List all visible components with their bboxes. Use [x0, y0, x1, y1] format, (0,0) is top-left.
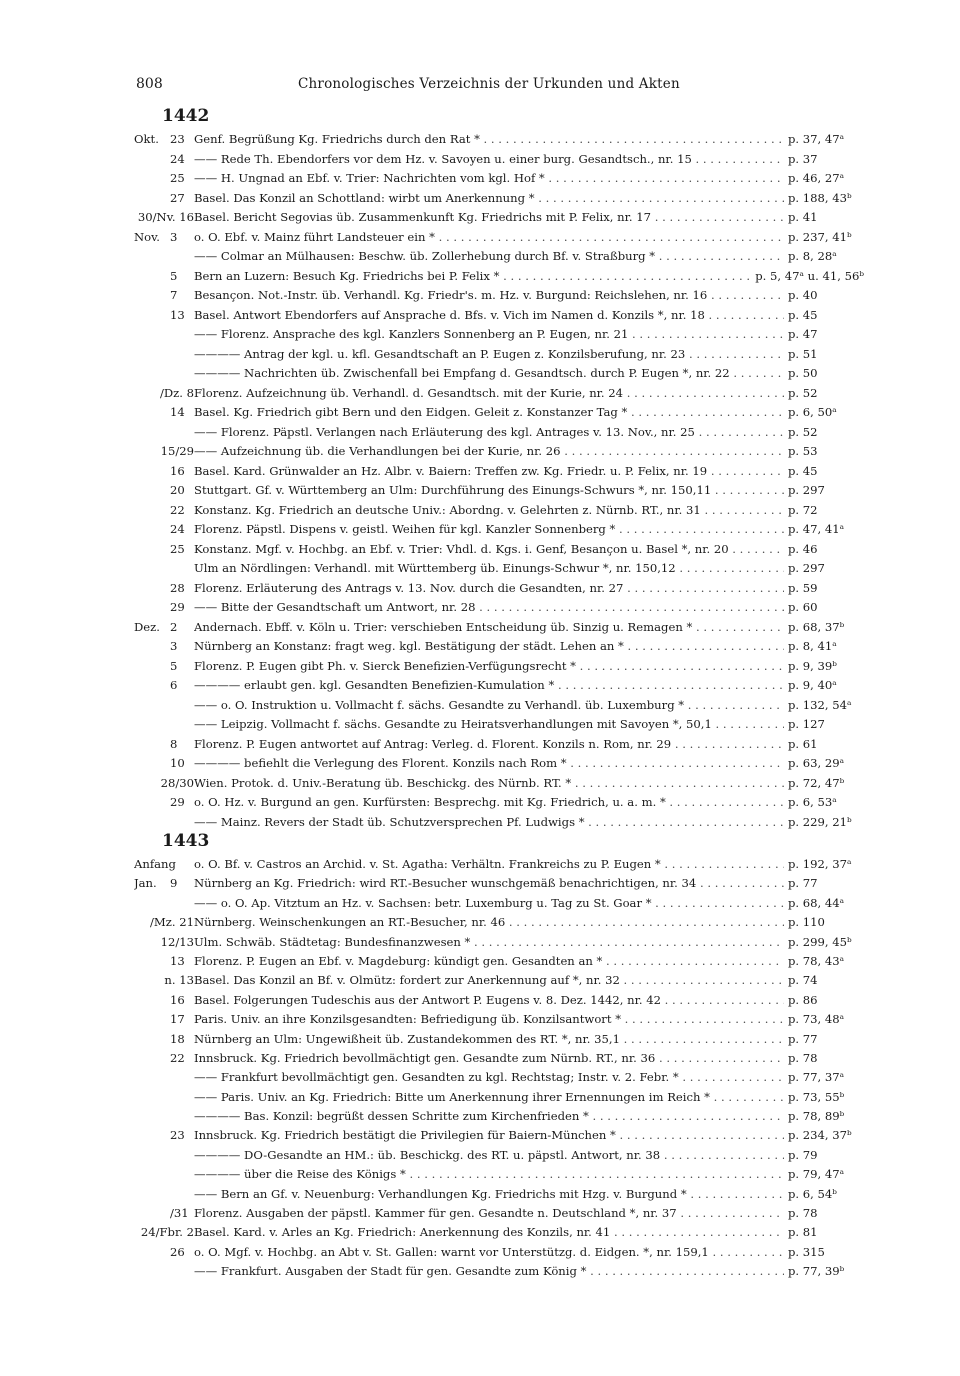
list-item — [134, 876, 864, 895]
entry-day: 28/30 — [160, 775, 194, 790]
entry-page-ref: p. 52 — [788, 424, 818, 439]
entry-page-ref: p. 78 — [788, 1050, 818, 1065]
page-number: 808 — [136, 76, 163, 92]
list-item — [134, 132, 864, 152]
entry-text: Stuttgart. Gf. v. Württemberg an Ulm: Durchführung des Einungs-Schwurs *, nr. 150,11 . . . — [194, 483, 784, 497]
entry-page-ref: p. 6, 54ᵇ — [788, 1186, 837, 1201]
entry-month: Nov. — [134, 229, 160, 244]
entry-text: ———— erlaubt gen. kgl. Gesandten Benefizien-Kumulation * . . . — [194, 678, 784, 692]
entry-text: Genf. Begrüßung Kg. Friedrichs durch den Rat * . . . — [194, 132, 784, 146]
list-item — [134, 993, 864, 1012]
entry-text: ———— Bas. Konzil: begrüßt dessen Schritte zum Kirchenfrieden * . . . — [194, 1109, 784, 1123]
entry-date — [134, 776, 194, 790]
entry-page-ref: p. 72, 47ᵇ — [788, 775, 845, 790]
entry-date — [134, 659, 194, 673]
entry-date — [134, 1206, 194, 1220]
entry-page-ref: p. 299, 45ᵇ — [788, 934, 852, 949]
entry-text: —— Paris. Univ. an Kg. Friedrich: Bitte um Anerkennung ihrer Ernennungen im Reich * . . . — [194, 1090, 784, 1104]
list-item — [134, 152, 864, 172]
entry-day: 24 — [170, 151, 185, 166]
list-item — [134, 954, 864, 973]
entry-day: 12/13 — [160, 934, 194, 949]
entry-date — [134, 503, 194, 517]
entry-date — [134, 600, 194, 614]
entry-page-ref: p. 86 — [788, 992, 818, 1007]
entry-text: Florenz. P. Eugen gibt Ph. v. Sierck Benefizien-Verfügungsrecht * . . . — [194, 659, 784, 673]
list-item — [134, 776, 864, 796]
entry-text: —— Frankfurt bevollmächtigt gen. Gesandten zu kgl. Rechtstag; Instr. v. 2. Febr. * . . . — [194, 1070, 784, 1084]
list-item — [134, 1245, 864, 1264]
entry-text: ———— über die Reise des Königs * . . . — [194, 1167, 784, 1181]
entry-text: Ulm an Nördlingen: Verhandl. mit Württemberg üb. Einungs-Schwur *, nr. 150,12 . . . — [194, 561, 784, 575]
entry-page-ref: p. 47 — [788, 327, 818, 341]
list-item — [134, 1264, 864, 1283]
entry-page-ref: p. 52 — [788, 385, 818, 400]
entry-date — [134, 405, 194, 419]
entry-day: 23 — [170, 1128, 185, 1143]
entry-text: Innsbruck. Kg. Friedrich bestätigt die Privilegien für Baiern-München * . . . — [194, 1128, 784, 1142]
running-title: Chronologisches Verzeichnis der Urkunden und Akten — [298, 76, 680, 92]
entry-page-ref: p. 40 — [788, 288, 818, 302]
entry-text: Florenz. Aufzeichnung üb. Verhandl. d. Gesandtsch. mit der Kurie, nr. 24 . . . — [194, 386, 784, 400]
entry-day: 14 — [170, 405, 185, 419]
list-item — [134, 522, 864, 542]
entry-date — [134, 639, 194, 653]
entry-day: 5 — [170, 658, 178, 673]
entry-date — [134, 210, 194, 224]
entry-date — [134, 620, 194, 634]
entries-1442 — [134, 132, 864, 834]
list-item — [134, 600, 864, 620]
entry-page-ref: p. 5, 47ᵃ u. 41, 56ᵇ — [755, 268, 864, 283]
entry-day: 7 — [170, 288, 178, 302]
entry-page-ref: p. 315 — [788, 1244, 825, 1259]
entry-page-ref: p. 110 — [788, 915, 825, 930]
list-item — [134, 815, 864, 835]
list-item — [134, 896, 864, 915]
entry-text: Paris. Univ. an ihre Konzilsgesandten: Befriedigung üb. Konzilsantwort * . . . — [194, 1012, 784, 1026]
entry-page-ref: p. 77, 37ᵃ — [788, 1070, 845, 1085]
list-item — [134, 347, 864, 367]
entry-page-ref: p. 297 — [788, 483, 825, 497]
entry-text: Basel. Das Konzil an Schottland: wirbt um Anerkennung * . . . — [194, 191, 784, 205]
entry-date — [134, 444, 194, 458]
list-item — [134, 1128, 864, 1147]
entry-date — [134, 230, 194, 244]
entry-date — [134, 737, 194, 751]
entry-date — [134, 1032, 194, 1046]
entry-text: Ulm. Schwäb. Städtetag: Bundesfinanzwesen * . . . — [194, 935, 784, 949]
entry-text: Basel. Folgerungen Tudeschis aus der Antwort P. Eugens v. 8. Dez. 1442, nr. 42 . . . — [194, 993, 784, 1007]
entry-day: 25 — [170, 541, 185, 556]
list-item — [134, 1225, 864, 1244]
entry-text: Florenz. Ausgaben der päpstl. Kammer für gen. Gesandte n. Deutschland *, nr. 37 . . . — [194, 1206, 784, 1220]
list-item — [134, 464, 864, 484]
list-item — [134, 659, 864, 679]
entry-text: Andernach. Ebff. v. Köln u. Trier: verschieben Entscheidung üb. Sinzig u. Remagen * . . . — [194, 620, 784, 634]
entry-day: 13 — [170, 953, 185, 968]
entry-text: Basel. Antwort Ebendorfers auf Ansprache d. Bfs. v. Vich im Namen d. Konzils *, nr. 18 . . . — [194, 308, 784, 322]
entry-text: Basel. Kard. Grünwalder an Hz. Albr. v. Baiern: Treffen zw. Kg. Friedr. u. P. Felix, nr. 19 . . . — [194, 464, 784, 478]
entry-text: —— Bitte der Gesandtschaft um Antwort, nr. 28 . . . — [194, 600, 784, 614]
entry-text: Nürnberg an Kg. Friedrich: wird RT.-Besucher wunschgemäß benachrichtigen, nr. 34 . . . — [194, 876, 784, 890]
entry-page-ref: p. 9, 39ᵇ — [788, 658, 837, 673]
entry-day: 5 — [170, 268, 178, 283]
entry-text: Basel. Das Konzil an Bf. v. Olmütz: fordert zur Anerkennung auf *, nr. 32 . . . — [194, 973, 784, 987]
list-item — [134, 1090, 864, 1109]
entry-month: Jan. — [134, 876, 157, 891]
entry-text: —— Rede Th. Ebendorfers vor dem Hz. v. Savoyen u. einer burg. Gesandtsch., nr. 15 . . . — [194, 152, 784, 166]
entry-date — [134, 191, 194, 205]
list-item — [134, 620, 864, 640]
list-item — [134, 405, 864, 425]
entry-page-ref: p. 297 — [788, 561, 825, 575]
entry-date — [134, 876, 194, 890]
entry-page-ref: p. 77 — [788, 1031, 818, 1046]
list-item — [134, 1032, 864, 1051]
entry-date — [134, 935, 194, 949]
list-item — [134, 973, 864, 992]
entry-date — [134, 1012, 194, 1026]
entry-date — [134, 915, 194, 929]
entry-day: 22 — [170, 1050, 185, 1065]
entry-date — [134, 857, 194, 871]
entry-text: o. O. Mgf. v. Hochbg. an Abt v. St. Gallen: warnt vor Unterstützg. d. Eidgen. *, nr. 159,1 . . . — [194, 1245, 784, 1259]
entry-day: 29 — [170, 795, 185, 809]
entry-page-ref: p. 81 — [788, 1225, 818, 1240]
entry-page-ref: p. 192, 37ᵃ — [788, 857, 852, 871]
entries-1443 — [134, 857, 864, 1284]
entry-day: /Dz. 8 — [159, 385, 194, 400]
year-heading-1442: 1442 — [162, 106, 210, 126]
entry-text: —— Colmar an Mülhausen: Beschw. üb. Zollerhebung durch Bf. v. Straßburg * . . . — [194, 249, 784, 263]
entry-text: Florenz. Erläuterung des Antrags v. 13. Nov. durch die Gesandten, nr. 27 . . . — [194, 581, 784, 595]
entry-date — [134, 542, 194, 556]
entry-day: n. 13 — [164, 973, 194, 988]
entry-page-ref: p. 73, 55ᵇ — [788, 1089, 845, 1104]
entry-text: Konstanz. Kg. Friedrich an deutsche Univ.: Abordng. v. Gelehrten z. Nürnb. RT., nr. 31 . . . — [194, 503, 784, 517]
entry-page-ref: p. 47, 41ᵃ — [788, 522, 845, 536]
entry-day: 10 — [170, 756, 185, 770]
entry-date — [134, 483, 194, 497]
entry-page-ref: p. 37 — [788, 151, 818, 166]
entry-date — [134, 1225, 194, 1239]
entry-day: 16 — [170, 992, 185, 1007]
list-item — [134, 425, 864, 445]
entry-day: 3 — [170, 229, 178, 244]
entry-text: —— Frankfurt. Ausgaben der Stadt für gen. Gesandte zum König * . . . — [194, 1264, 784, 1278]
entry-text: Florenz. Päpstl. Dispens v. geistl. Weihen für kgl. Kanzler Sonnenberg * . . . — [194, 522, 784, 536]
entry-text: —— Florenz. Ansprache des kgl. Kanzlers Sonnenberg an P. Eugen, nr. 21 . . . — [194, 327, 784, 341]
list-item — [134, 230, 864, 250]
entry-date — [134, 1245, 194, 1259]
entry-page-ref: p. 45 — [788, 307, 818, 322]
entry-page-ref: p. 74 — [788, 973, 818, 988]
list-item — [134, 327, 864, 347]
entry-day: 24/Fbr. 2 — [140, 1225, 194, 1240]
list-item — [134, 483, 864, 503]
entry-text: Nürnberg an Konstanz: fragt weg. kgl. Bestätigung der städt. Lehen an * . . . — [194, 639, 784, 653]
entry-text: Innsbruck. Kg. Friedrich bevollmächtigt gen. Gesandte zum Nürnb. RT., nr. 36 . . . — [194, 1051, 784, 1065]
list-item — [134, 678, 864, 698]
entry-date — [134, 171, 194, 185]
list-item — [134, 1187, 864, 1206]
list-item — [134, 935, 864, 954]
entry-text: —— Leipzig. Vollmacht f. sächs. Gesandte zu Heiratsverhandlungen mit Savoyen *, 50,1 . . . — [194, 717, 784, 731]
entry-text: —— Florenz. Päpstl. Verlangen nach Erläuterung des kgl. Antrages v. 13. Nov., nr. 25 . . . — [194, 425, 784, 439]
list-item — [134, 191, 864, 211]
entry-date — [134, 132, 194, 146]
entry-text: Florenz. P. Eugen antwortet auf Antrag: Verleg. d. Florent. Konzils n. Rom, nr. 29 . . . — [194, 737, 784, 751]
list-item — [134, 386, 864, 406]
list-item — [134, 756, 864, 776]
entry-date — [134, 386, 194, 400]
entry-text: o. O. Hz. v. Burgund an gen. Kurfürsten: Besprechg. mit Kg. Friedrich, u. a. m. * . . . — [194, 795, 784, 809]
entry-text: —— Mainz. Revers der Stadt üb. Schutzversprechen Pf. Ludwigs * . . . — [194, 815, 784, 829]
entry-day: 23 — [170, 132, 185, 146]
entry-day: 8 — [170, 736, 178, 751]
entry-text: ———— Antrag der kgl. u. kfl. Gesandtschaft an P. Eugen z. Konzilsberufung, nr. 23 . . . — [194, 347, 784, 361]
list-item — [134, 503, 864, 523]
entry-text: Besançon. Not.-Instr. üb. Verhandl. Kg. Friedr's. m. Hz. v. Burgund: Reichslehen, nr. 16 . . . — [194, 288, 784, 302]
entry-text: o. O. Bf. v. Castros an Archid. v. St. Agatha: Verhältn. Frankreichs zu P. Eugen * . . . — [194, 857, 784, 871]
list-item — [134, 1148, 864, 1167]
year-heading-1443: 1443 — [162, 831, 210, 851]
entry-page-ref: p. 79 — [788, 1147, 818, 1162]
list-item — [134, 915, 864, 934]
entry-date — [134, 993, 194, 1007]
entry-text: —— Aufzeichnung üb. die Verhandlungen bei der Kurie, nr. 26 . . . — [194, 444, 784, 458]
entry-text: —— o. O. Instruktion u. Vollmacht f. sächs. Gesandte zu Verhandl. üb. Luxemburg * . . . — [194, 698, 784, 712]
list-item — [134, 1012, 864, 1031]
entry-page-ref: p. 78 — [788, 1206, 818, 1221]
entry-text: Florenz. P. Eugen an Ebf. v. Magdeburg: kündigt gen. Gesandten an * . . . — [194, 954, 784, 968]
list-item — [134, 1051, 864, 1070]
entry-date — [134, 678, 194, 692]
entry-text: ———— DO-Gesandte an HM.: üb. Beschickg. des RT. u. päpstl. Antwort, nr. 38 . . . — [194, 1148, 784, 1162]
entry-day: 24 — [170, 522, 185, 536]
list-item — [134, 737, 864, 757]
list-item — [134, 857, 864, 876]
entry-text: Basel. Kg. Friedrich gibt Bern und den Eidgen. Geleit z. Konstanzer Tag * . . . — [194, 405, 784, 419]
list-item — [134, 210, 864, 230]
entry-date — [134, 1128, 194, 1142]
list-item — [134, 308, 864, 328]
list-item — [134, 1070, 864, 1089]
entry-day: 30/Nv. 16 — [137, 210, 194, 224]
entry-page-ref: p. 6, 50ᵃ — [788, 405, 837, 419]
entry-page-ref: p. 132, 54ᵃ — [788, 697, 852, 712]
entry-text: —— Bern an Gf. v. Neuenburg: Verhandlungen Kg. Friedrichs mit Hzg. v. Burgund * . . . — [194, 1187, 784, 1201]
entry-day: 16 — [170, 463, 185, 478]
entry-day: 20 — [170, 483, 185, 497]
entry-day: 25 — [170, 171, 185, 185]
entry-day: 9 — [170, 876, 178, 891]
entry-page-ref: p. 8, 41ᵃ — [788, 639, 837, 653]
list-item — [134, 249, 864, 269]
entry-text: ———— Nachrichten üb. Zwischenfall bei Empfang d. Gesandtsch. durch P. Eugen *, nr. 22 . . . — [194, 366, 784, 380]
entry-day: 15/29 — [160, 444, 194, 458]
entry-day: 13 — [170, 307, 185, 322]
entry-text: —— H. Ungnad an Ebf. v. Trier: Nachrichten vom kgl. Hof * . . . — [194, 171, 784, 185]
entry-date — [134, 152, 194, 166]
list-item — [134, 561, 864, 581]
entry-day: 27 — [170, 190, 185, 205]
list-item — [134, 171, 864, 191]
entry-page-ref: p. 77 — [788, 876, 818, 891]
entry-date — [134, 308, 194, 322]
entry-page-ref: p. 46 — [788, 541, 818, 556]
entry-page-ref: p. 73, 48ᵃ — [788, 1012, 845, 1027]
entry-page-ref: p. 8, 28ᵃ — [788, 249, 837, 263]
entry-page-ref: p. 41 — [788, 210, 818, 224]
entry-page-ref: p. 63, 29ᵃ — [788, 756, 845, 770]
entry-page-ref: p. 229, 21ᵇ — [788, 814, 852, 829]
entry-month: Dez. — [134, 619, 160, 634]
entry-day: 29 — [170, 600, 185, 614]
entry-day: 18 — [170, 1031, 185, 1046]
entry-text: Wien. Protok. d. Univ.-Beratung üb. Beschickg. des Nürnb. RT. * . . . — [194, 776, 784, 790]
list-item — [134, 698, 864, 718]
list-item — [134, 1206, 864, 1225]
entry-text: Konstanz. Mgf. v. Hochbg. an Ebf. v. Trier: Vhdl. d. Kgs. i. Genf, Besançon u. Basel *, nr. 20 . . . — [194, 542, 784, 556]
entry-page-ref: p. 37, 47ᵃ — [788, 132, 845, 146]
entry-page-ref: p. 60 — [788, 600, 818, 614]
entry-date — [134, 288, 194, 302]
list-item — [134, 444, 864, 464]
entry-page-ref: p. 68, 44ᵃ — [788, 895, 845, 910]
list-item — [134, 366, 864, 386]
entry-page-ref: p. 59 — [788, 580, 818, 595]
entry-date — [134, 522, 194, 536]
entry-text: Nürnberg. Weinschenkungen an RT.-Besucher, nr. 46 . . . — [194, 915, 784, 929]
entry-page-ref: p. 78, 89ᵇ — [788, 1109, 845, 1124]
entry-text: ———— befiehlt die Verlegung des Florent. Konzils nach Rom * . . . — [194, 756, 784, 770]
entry-date — [134, 581, 194, 595]
list-item — [134, 717, 864, 737]
entry-day: 2 — [170, 619, 178, 634]
entry-page-ref: p. 78, 43ᵃ — [788, 953, 845, 968]
entry-page-ref: p. 237, 41ᵇ — [788, 229, 852, 244]
list-item — [134, 288, 864, 308]
entry-date — [134, 973, 194, 987]
entry-page-ref: p. 53 — [788, 444, 818, 458]
entry-day: 26 — [170, 1244, 185, 1259]
entry-page-ref: p. 188, 43ᵇ — [788, 190, 852, 205]
entry-text: Basel. Kard. v. Arles an Kg. Friedrich: Anerkennung des Konzils, nr. 41 . . . — [194, 1225, 784, 1239]
list-item — [134, 795, 864, 815]
list-item — [134, 269, 864, 289]
entry-day: /Mz. 21 — [149, 915, 194, 930]
entry-date — [134, 954, 194, 968]
list-item — [134, 1109, 864, 1128]
entry-page-ref: p. 72 — [788, 502, 818, 517]
list-item — [134, 639, 864, 659]
entry-text: Basel. Bericht Segovias üb. Zusammenkunft Kg. Friedrichs mit P. Felix, nr. 17 . . . — [194, 210, 784, 224]
entry-page-ref: p. 50 — [788, 366, 818, 380]
entry-day: 22 — [170, 502, 185, 517]
entry-page-ref: p. 46, 27ᵃ — [788, 171, 845, 185]
entry-month: Anfang — [134, 857, 176, 871]
entry-page-ref: p. 68, 37ᵇ — [788, 619, 845, 634]
entry-text: Bern an Luzern: Besuch Kg. Friedrichs bei P. Felix * . . . — [194, 269, 751, 283]
entry-day: 6 — [170, 678, 178, 692]
entry-page-ref: p. 79, 47ᵃ — [788, 1167, 845, 1182]
entry-date — [134, 1051, 194, 1065]
entry-date — [134, 269, 194, 283]
entry-day: /31 — [170, 1206, 189, 1221]
list-item — [134, 581, 864, 601]
entry-text: —— o. O. Ap. Vitztum an Hz. v. Sachsen: betr. Luxemburg u. Tag zu St. Goar * . . . — [194, 896, 784, 910]
entry-text: Nürnberg an Ulm: Ungewißheit üb. Zustandekommen des RT. *, nr. 35,1 . . . — [194, 1032, 784, 1046]
list-item — [134, 1167, 864, 1186]
entry-page-ref: p. 51 — [788, 346, 818, 361]
entry-page-ref: p. 45 — [788, 463, 818, 478]
page-header — [136, 76, 856, 98]
entry-date — [134, 795, 194, 809]
entry-text: o. O. Ebf. v. Mainz führt Landsteuer ein * . . . — [194, 230, 784, 244]
entry-month: Okt. — [134, 132, 159, 146]
entry-page-ref: p. 6, 53ᵃ — [788, 795, 837, 809]
entry-day: 28 — [170, 580, 185, 595]
list-item — [134, 542, 864, 562]
entry-page-ref: p. 77, 39ᵇ — [788, 1264, 845, 1279]
entry-page-ref: p. 127 — [788, 717, 825, 731]
entry-page-ref: p. 234, 37ᵇ — [788, 1128, 852, 1143]
entry-page-ref: p. 61 — [788, 736, 818, 751]
entry-date — [134, 756, 194, 770]
entry-day: 17 — [170, 1012, 185, 1027]
entry-date — [134, 464, 194, 478]
entry-day: 3 — [170, 639, 178, 653]
entry-page-ref: p. 9, 40ᵃ — [788, 678, 837, 692]
